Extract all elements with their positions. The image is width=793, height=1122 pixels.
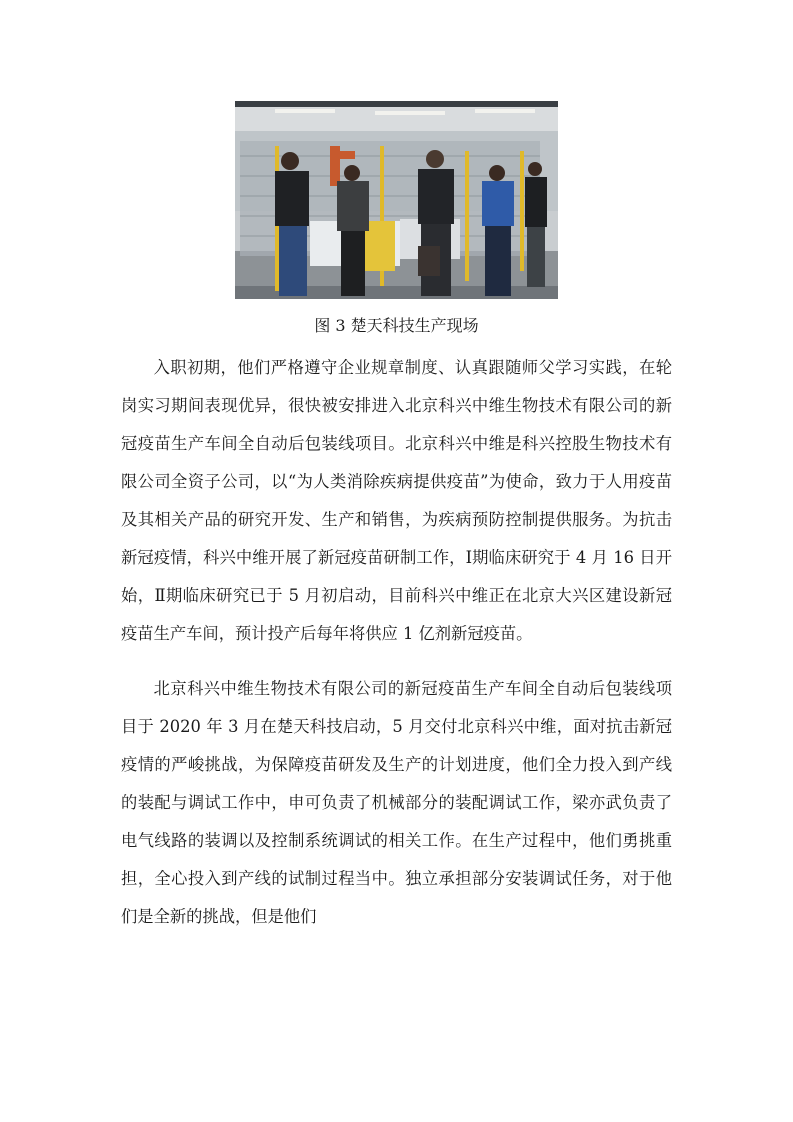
factory-photo <box>235 101 558 299</box>
paragraph: 北京科兴中维生物技术有限公司的新冠疫苗生产车间全自动后包装线项目于 2020 年 3 月在楚天科技启动，5 月交付北京科兴中维，面对抗击新冠疫情的严峻挑战，为保障疫苗研发及生产的计划进度，他们全力投入到产线的装配与调试工作中，申可负责了机械部分的装配调试工作，梁亦武负责了电气线路的装调以及控制系统调试的相关工作。在生产过程中，他们勇挑重担，全心投入到产线的试制过程当中。独立承担部分安装调试任务，对于他们是全新的挑战，但是他们 <box>121 679 672 926</box>
paragraph: 入职初期，他们严格遵守企业规章制度、认真跟随师父学习实践，在轮岗实习期间表现优异，很快被安排进入北京科兴中维生物技术有限公司的新冠疫苗生产车间全自动后包装线项目。北京科兴中维是科兴控股生物技术有限公司全资子公司，以“为人类消除疾病提供疫苗”为使命，致力于人用疫苗及其相关产品的研究开发、生产和销售，为疾病预防控制提供服务。为抗击新冠疫情，科兴中维开展了新冠疫苗研制工作，Ⅰ期临床研究于 4 月 16 日开始，Ⅱ期临床研究已于 5 月初启动，目前科兴中维正在北京大兴区建设新冠疫苗生产车间，预计投产后每年将供应 1 亿剂新冠疫苗。 <box>121 358 672 643</box>
figure-caption: 图 3 楚天科技生产现场 <box>314 316 479 335</box>
body-text <box>121 349 672 936</box>
